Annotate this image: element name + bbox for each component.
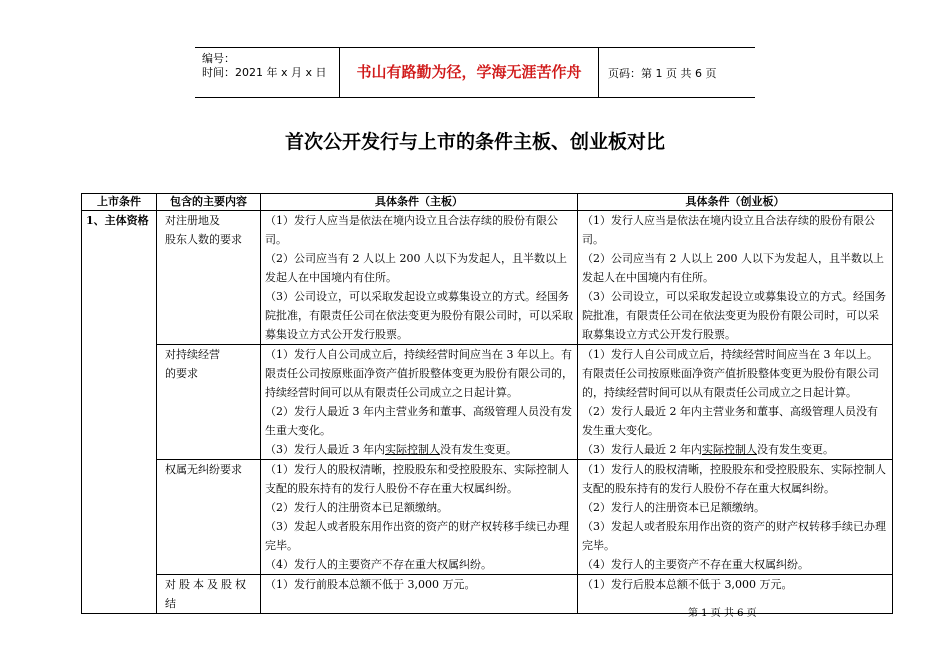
gem-board-cell (578, 460, 893, 575)
condition-item: （1）发行前股本总额不低于 3,000 万元。 (265, 578, 476, 591)
condition-item: （2）公司应当有 2 人以上 200 人以下为发起人，且半数以上发起人在中国境内有住所。 (265, 252, 567, 284)
condition-item: （1）发行人应当是依法在境内设立且合法存续的股份有限公司。 (265, 214, 558, 246)
document-header (195, 47, 755, 98)
topic-line: 股东人数的要求 (165, 233, 242, 246)
condition-item (265, 440, 573, 459)
column-header: 上市条件 (82, 194, 157, 211)
condition-item: （1）发行人应当是依法在境内设立且合法存续的股份有限公司。 (582, 214, 875, 246)
gem-board-cell (578, 345, 893, 460)
underlined-term: 实际控制人 (702, 443, 757, 456)
header-meta (202, 52, 327, 80)
condition-item: （2）发行人的注册资本已足额缴纳。 (265, 501, 448, 514)
underlined-term: 实际控制人 (385, 443, 440, 456)
condition-item: （3）公司设立，可以采取发起设立或募集设立的方式。经国务院批准，有限责任公司在依法变更为股份有限公司时，可以采取募集设立方式公开发行股票。 (265, 290, 573, 341)
table-header-row (82, 194, 893, 211)
topic-cell (157, 575, 261, 614)
header-page-label: 页码：第 1 页 共 6 页 (608, 67, 717, 80)
condition-item: （1）发行人自公司成立后，持续经营时间应当在 3 年以上。有限责任公司按原账面净资产值折股整体变更为股份有限公司的，持续经营时间可以从有限责任公司成立之日起计算。 (582, 348, 879, 399)
table-row (82, 460, 893, 575)
condition-text: （3）发行人最近 2 年内 (582, 443, 702, 456)
condition-item: （2）公司应当有 2 人以上 200 人以下为发起人，且半数以上发起人在中国境内有住所。 (582, 252, 884, 284)
comparison-table (81, 193, 893, 614)
table-row (82, 211, 893, 345)
topic-line: 对持续经营 (165, 348, 220, 361)
column-header: 具体条件（主板） (261, 194, 578, 211)
table-row (82, 345, 893, 460)
condition-text: （3）发行人最近 3 年内 (265, 443, 385, 456)
condition-item: （2）发行人的注册资本已足额缴纳。 (582, 501, 765, 514)
header-motto: 书山有路勤为径，学海无涯苦作舟 (339, 48, 599, 97)
condition-item: （4）发行人的主要资产不存在重大权属纠纷。 (265, 558, 492, 571)
condition-item: （3）发起人或者股东用作出资的资产的财产权转移手续已办理完毕。 (265, 520, 569, 552)
condition-item: （3）公司设立，可以采取发起设立或募集设立的方式。经国务院批准，有限责任公司在依法变更为股份有限公司时，可以采取募集设立方式公开发行股票。 (582, 290, 886, 341)
condition-text: 没有发生变更。 (757, 443, 834, 456)
topic-cell (157, 460, 261, 575)
topic-line: 对注册地及 (165, 214, 220, 227)
column-header: 包含的主要内容 (157, 194, 261, 211)
condition-item: （1）发行人的股权清晰，控股股东和受控股股东、实际控制人支配的股东持有的发行人股份不存在重大权属纠纷。 (582, 463, 886, 495)
condition-item: （2）发行人最近 2 年内主营业务和董事、高级管理人员没有发生重大变化。 (582, 405, 878, 437)
condition-text: 没有发生变更。 (440, 443, 517, 456)
topic-cell (157, 345, 261, 460)
condition-item: （4）发行人的主要资产不存在重大权属纠纷。 (582, 558, 809, 571)
time-label: 时间：2021 年 x 月 x 日 (202, 66, 327, 79)
main-board-cell (261, 460, 578, 575)
category-cell: 1、主体资格 (82, 211, 157, 614)
condition-item (582, 440, 888, 459)
number-label: 编号： (202, 52, 235, 65)
condition-item: （1）发行人的股权清晰，控股股东和受控股股东、实际控制人支配的股东持有的发行人股份不存在重大权属纠纷。 (265, 463, 569, 495)
condition-item: （1）发行人自公司成立后，持续经营时间应当在 3 年以上。有限责任公司按原账面净资产值折股整体变更为股份有限公司的，持续经营时间可以从有限责任公司成立之日起计算。 (265, 348, 573, 399)
topic-line: 权属无纠纷要求 (165, 463, 242, 476)
topic-line: 的要求 (165, 367, 198, 380)
topic-cell (157, 211, 261, 345)
main-board-cell (261, 575, 578, 614)
main-board-cell (261, 345, 578, 460)
topic-line: 对股本及股权结 (165, 578, 249, 610)
main-board-cell (261, 211, 578, 345)
condition-item: （2）发行人最近 3 年内主营业务和董事、高级管理人员没有发生重大变化。 (265, 405, 572, 437)
condition-item: （1）发行后股本总额不低于 3,000 万元。 (582, 578, 793, 591)
gem-board-cell (578, 211, 893, 345)
page-footer: 第 1 页 共 6 页 (688, 608, 757, 619)
column-header: 具体条件（创业板） (578, 194, 893, 211)
page-title: 首次公开发行与上市的条件主板、创业板对比 (284, 131, 665, 153)
condition-item: （3）发起人或者股东用作出资的资产的财产权转移手续已办理完毕。 (582, 520, 886, 552)
table-row (82, 575, 893, 614)
